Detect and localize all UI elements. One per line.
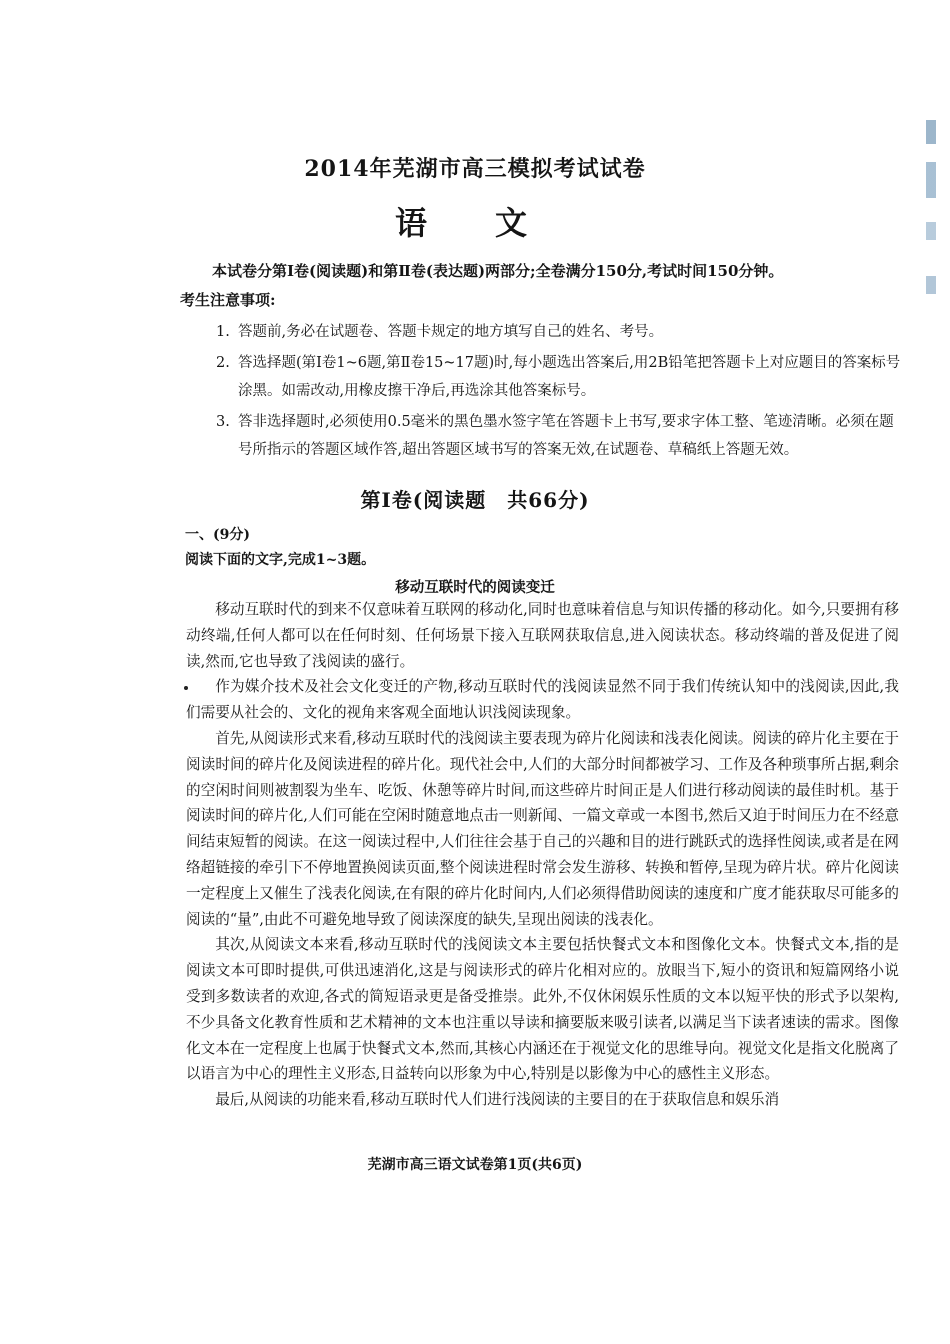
article-paragraph: 作为媒介技术及社会文化变迁的产物,移动互联时代的浅阅读显然不同于我们传统认知中的浅阅读,因此,我们需要从社会的、文化的视角来客观全面地认识浅阅读现象。: [186, 678, 899, 722]
article-paragraph: 其次,从阅读文本来看,移动互联时代的浅阅读文本主要包括快餐式文本和图像化文本。快餐式文本,指的是阅读文本可即时提供,可供迅速消化,这是与阅读形式的碎片化相对应的。放眼当下,短小的资讯和短篇网络小说受到多数读者的欢迎,各式的简短语录更是备受推崇。此外,不仅休闲娱乐性质的文本以短平快的形式予以架构,不少具备文化教育性质和艺术精神的文本也注重以导读和摘要版来吸引读者,以满足当下读者速读的需求。图像化文本在一定程度上也属于快餐式文本,然而,其核心内涵还在于视觉文化的思维导向。视觉文化是指文化脱离了以语言为中心的理性主义形态,日益转向以形象为中心,特别是以影像为中心的感性主义形态。: [186, 936, 899, 1083]
notice-list: [216, 318, 906, 467]
notice-item: [216, 408, 906, 464]
notice-heading: 考生注意事项:: [180, 291, 276, 309]
article-paragraph: 首先,从阅读形式来看,移动互联时代的浅阅读主要表现为碎片化阅读和浅表化阅读。阅读的碎片化主要在于阅读时间的碎片化及阅读进程的碎片化。现代社会中,人们的大部分时间都被学习、工作及各种琐事所占据,剩余的空闲时间则被割裂为坐车、吃饭、休憩等碎片时间,而这些碎片时间正是人们进行移动阅读的最佳时机。基于阅读时间的碎片化,人们可能在空闲时随意地点击一则新闻、一篇文章或一本图书,然后又迫于时间压力在不经意间结束短暂的阅读。在这一阅读过程中,人们往往会基于自己的兴趣和目的进行跳跃式的选择性阅读,或者是在网络超链接的牵引下不停地置换阅读页面,整个阅读进程时常会发生游移、转换和暂停,呈现为碎片状。碎片化阅读一定程度上又催生了浅表化阅读,在有限的碎片化时间内,人们必须得借助阅读的速度和广度才能获取尽可能多的阅读的“量”,由此不可避免地导致了阅读深度的缺失,呈现出阅读的浅表化。: [186, 729, 899, 928]
article-title: 移动互联时代的阅读变迁: [395, 579, 555, 596]
exam-intro: 本试卷分第Ⅰ卷(阅读题)和第Ⅱ卷(表达题)两部分;全卷满分150分,考试时间150分钟。: [212, 262, 784, 280]
notice-item: [216, 318, 906, 346]
notice-number: 2.: [216, 355, 230, 371]
notice-number: 1.: [216, 324, 230, 340]
article-paragraph: 最后,从阅读的功能来看,移动互联时代人们进行浅阅读的主要目的在于获取信息和娱乐消: [215, 1091, 780, 1109]
notice-text: 答非选择题时,必须使用0.5毫米的黑色墨水签字笔在答题卡上书写,要求字体工整、笔迹清晰。必须在题号所指示的答题区域作答,超出答题区域书写的答案无效,在试题卷、草稿纸上答题无效。: [238, 414, 894, 458]
exam-title: 2014年芜湖市高三模拟考试试卷: [304, 156, 646, 182]
section-number: 一、(9分): [185, 527, 250, 543]
article-paragraph: 移动互联时代的到来不仅意味着互联网的移动化,同时也意味着信息与知识传播的移动化。如今,只要拥有移动终端,任何人都可以在任何时刻、任何场景下接入互联网获取信息,进入阅读状态。移动终端的普及促进了阅读,然而,它也导致了浅阅读的盛行。: [186, 601, 899, 670]
notice-text: 答题前,务必在试题卷、答题卡规定的地方填写自己的姓名、考号。: [238, 324, 664, 340]
part-one-title: 第Ⅰ卷(阅读题 共66分): [360, 488, 590, 512]
subject-title: 语文: [394, 204, 595, 242]
section-instruction: 阅读下面的文字,完成1~3题。: [185, 552, 376, 568]
article-body: [186, 597, 899, 1113]
notice-text: 答选择题(第Ⅰ卷1~6题,第Ⅱ卷15~17题)时,每小题选出答案后,用2B铅笔把答题卡上对应题目的答案标号涂黑。如需改动,用橡皮擦干净后,再选涂其他答案标号。: [238, 355, 901, 399]
notice-number: 3.: [216, 414, 230, 430]
notice-item: [216, 349, 906, 405]
page-footer: 芜湖市高三语文试卷第1页(共6页): [367, 1157, 583, 1173]
